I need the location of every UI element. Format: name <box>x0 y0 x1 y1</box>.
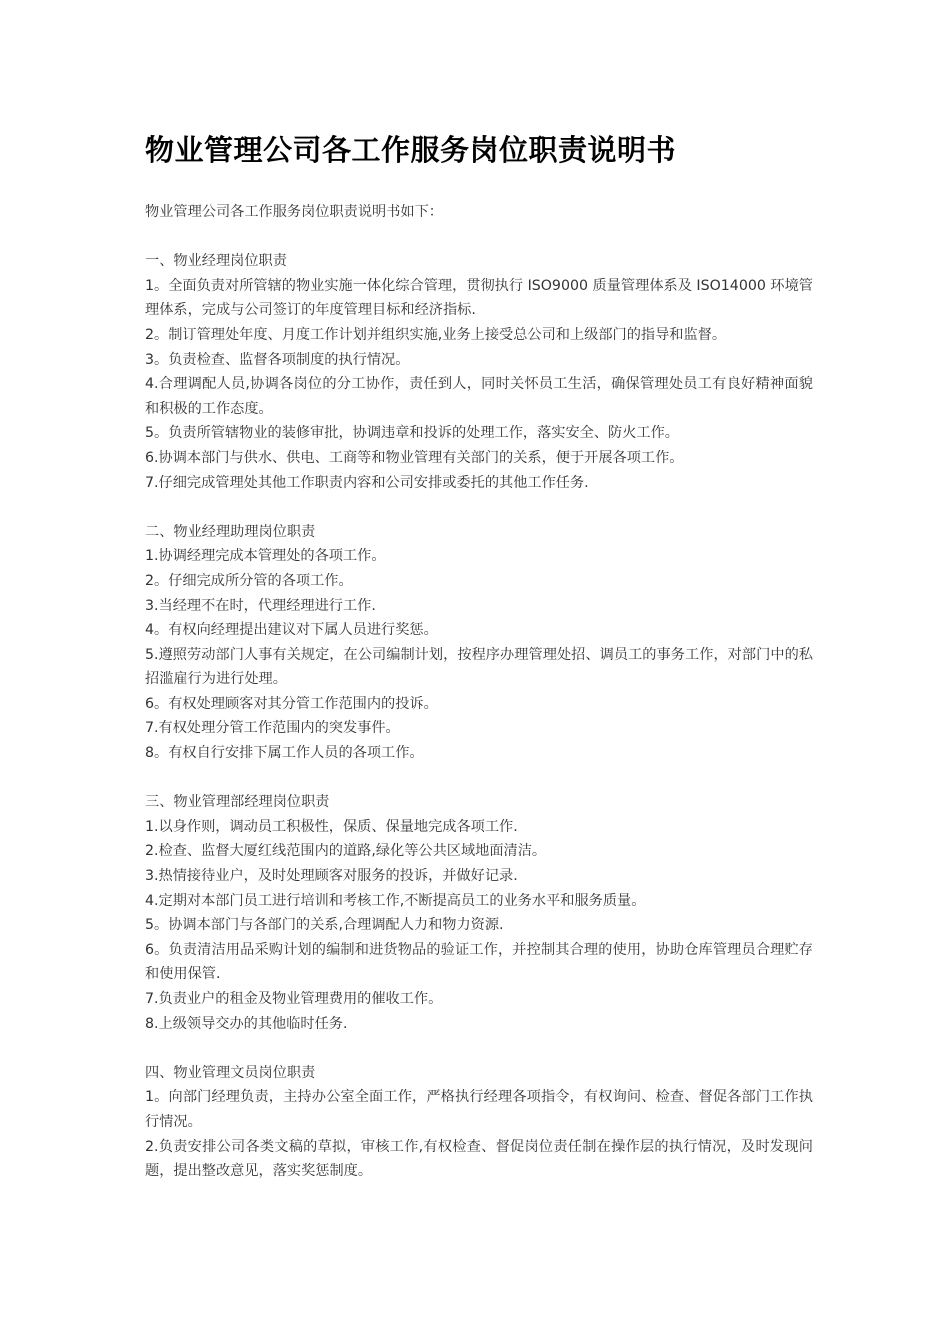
section-4 <box>145 1061 813 1184</box>
duty-item: 2.负责安排公司各类文稿的草拟，审核工作,有权检查、督促岗位责任制在操作层的执行情况，及时发现问题，提出整改意见，落实奖惩制度。 <box>145 1138 813 1180</box>
section-1 <box>145 249 813 495</box>
duty-item: 1。向部门经理负责，主持办公室全面工作，严格执行经理各项指令，有权询问、检查、督促各部门工作执行情况。 <box>145 1089 813 1130</box>
document-title: 物业管理公司各工作服务岗位职责说明书 <box>145 133 677 167</box>
duty-item: 6.协调本部门与供水、供电、工商等和物业管理有关部门的关系，便于开展各项工作。 <box>145 449 684 466</box>
duty-item: 8.上级领导交办的其他临时任务. <box>145 1015 348 1032</box>
duty-item: 3。负责检查、监督各项制度的执行情况。 <box>145 351 410 368</box>
sections-container <box>145 249 813 1184</box>
duty-item: 1.以身作则，调动员工积极性，保质、保量地完成各项工作. <box>145 818 518 835</box>
duty-item: 1.协调经理完成本管理处的各项工作。 <box>145 548 386 565</box>
duty-item: 2。制订管理处年度、月度工作计划并组织实施,业务上接受总公司和上级部门的指导和监督。 <box>145 326 727 343</box>
duty-item: 7.仔细完成管理处其他工作职责内容和公司安排或委托的其他工作任务. <box>145 474 589 491</box>
duty-item: 3.当经理不在时，代理经理进行工作. <box>145 597 376 614</box>
section-2 <box>145 520 813 766</box>
duty-item: 4.合理调配人员,协调各岗位的分工协作，责任到人，同时关怀员工生活，确保管理处员工有良好精神面貌和积极的工作态度。 <box>145 376 813 417</box>
duty-item: 7.有权处理分管工作范围内的突发事件。 <box>145 720 400 737</box>
duty-item: 1。全面负责对所管辖的物业实施一体化综合管理，贯彻执行 ISO9000 质量管理体系及 ISO14000 环境管理体系，完成与公司签订的年度管理目标和经济指标. <box>145 277 813 319</box>
section-heading: 四、物业管理文员岗位职责 <box>145 1064 316 1081</box>
duty-item: 5。协调本部门与各部门的关系,合理调配人力和物力资源. <box>145 917 504 934</box>
duty-item: 5。负责所管辖物业的装修审批，协调违章和投诉的处理工作，落实安全、防火工作。 <box>145 425 679 442</box>
duty-item: 2.检查、监督大厦红线范围内的道路,绿化等公共区域地面清洁。 <box>145 843 547 860</box>
section-3 <box>145 790 813 1036</box>
duty-item: 2。仔细完成所分管的各项工作。 <box>145 572 353 589</box>
duty-item: 4。有权向经理提出建议对下属人员进行奖惩。 <box>145 622 438 639</box>
duty-item: 7.负责业户的租金及物业管理费用的催收工作。 <box>145 991 443 1007</box>
section-heading: 三、物业管理部经理岗位职责 <box>145 794 330 811</box>
duty-item: 5.遵照劳动部门人事有关规定，在公司编制计划，按程序办理管理处招、调员工的事务工作，对部门中的私招滥雇行为进行处理。 <box>145 646 813 688</box>
duty-item: 3.热情接待业户，及时处理顾客对服务的投诉，并做好记录. <box>145 868 518 885</box>
duty-item: 6。有权处理顾客对其分管工作范围内的投诉。 <box>145 695 438 712</box>
duty-item: 6。负责清洁用品采购计划的编制和进货物品的验证工作，并控制其合理的使用，协助仓库管理员合理贮存和使用保管. <box>145 941 813 983</box>
duty-item: 8。有权自行安排下属工作人员的各项工作。 <box>145 745 424 762</box>
section-heading: 二、物业经理助理岗位职责 <box>145 523 316 540</box>
document-intro: 物业管理公司各工作服务岗位职责说明书如下： <box>145 204 443 220</box>
section-heading: 一、物业经理岗位职责 <box>145 253 287 270</box>
duty-item: 4.定期对本部门员工进行培训和考核工作,不断提高员工的业务水平和服务质量。 <box>145 892 646 909</box>
document-page <box>145 126 813 1208</box>
